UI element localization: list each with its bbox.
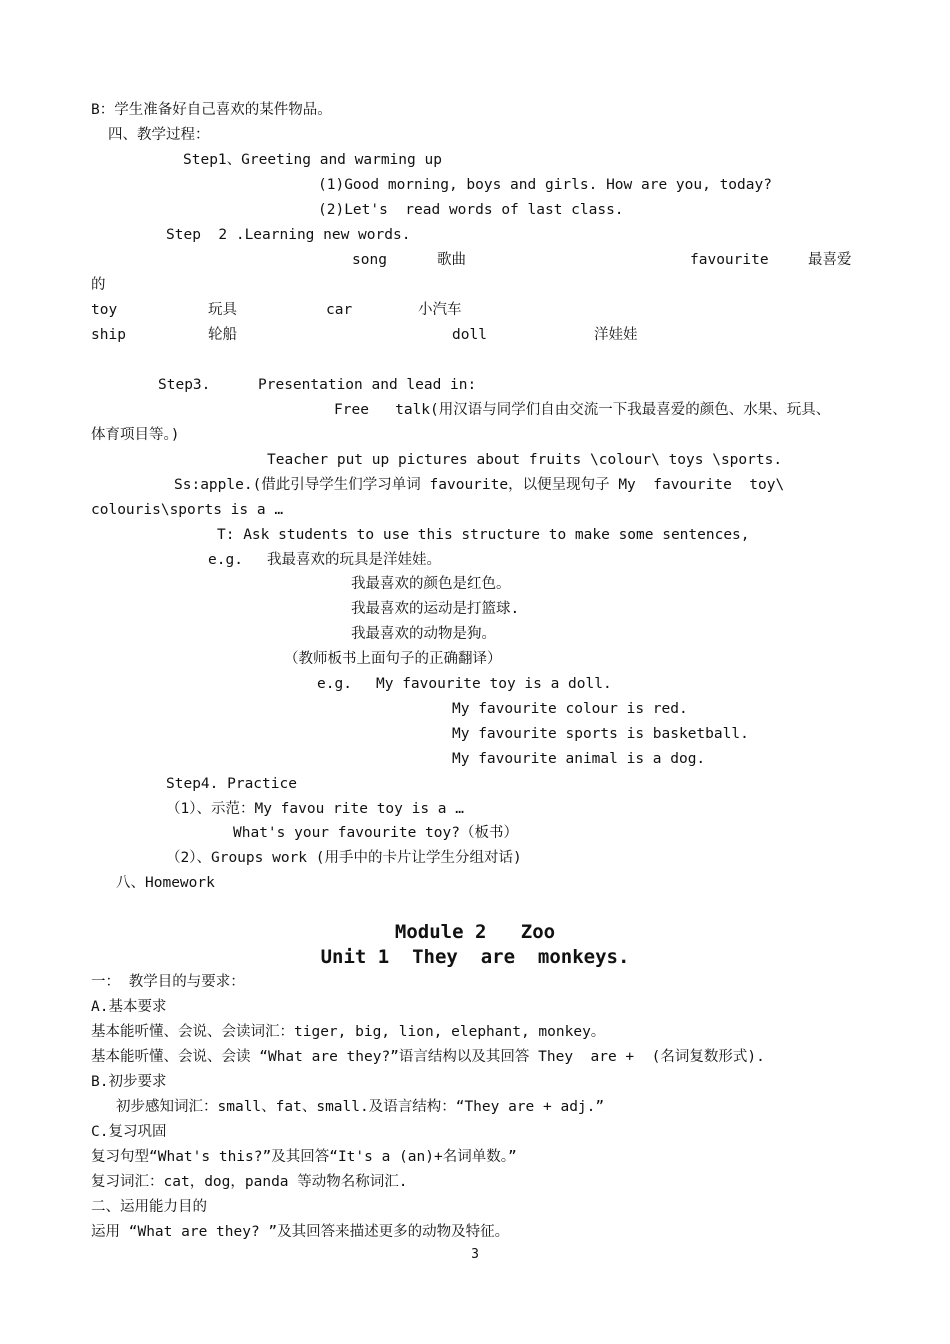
step3-line: colouris\sports is a … [91, 502, 284, 518]
body-line: 基本能听懂、会说、会读 “What are they?”语言结构以及其回答 They are + (名词复数形式). [91, 1049, 765, 1065]
body-line: 基本能听懂、会说、会读词汇：tiger, big, lion, elephant, monkey。 [91, 1024, 606, 1040]
step2-heading: Step 2 .Learning new words. [166, 227, 411, 243]
vocab-word: toy [91, 302, 118, 318]
step4-line: （2）、Groups work (用手中的卡片让学生分组对话) [166, 850, 522, 866]
homework-heading: 八、Homework [116, 875, 215, 891]
prep-line: B：学生准备好自己喜欢的某件物品。 [91, 102, 332, 118]
vocab-meaning: 玩具 [208, 302, 237, 318]
page-number: 3 [471, 1247, 479, 1262]
vocab-meaning-wrap: 的 [91, 277, 106, 293]
example-sentence: 我最喜欢的颜色是红色。 [351, 576, 511, 592]
subsection-heading: B.初步要求 [91, 1074, 167, 1090]
example-sentence: My favourite sports is basketball. [452, 726, 749, 742]
vocab-word: favourite [690, 252, 769, 268]
step3-line: 体育项目等。) [91, 427, 180, 443]
section-heading: 一： 教学目的与要求： [91, 974, 245, 990]
vocab-word: car [326, 302, 353, 318]
step4-line: What's your favourite toy?（板书） [233, 825, 518, 841]
body-line: 复习句型“What's this?”及其回答“It's a (an)+名词单数。” [91, 1149, 517, 1165]
vocab-meaning: 歌曲 [437, 252, 466, 268]
example-label: e.g. [317, 676, 352, 692]
section-heading-process: 四、教学过程： [108, 127, 210, 143]
example-sentence: 我最喜欢的动物是狗。 [351, 626, 496, 642]
step4-heading: Step4. Practice [166, 776, 297, 792]
module-title: Module 2 Zoo [394, 921, 556, 943]
vocab-word: song [352, 252, 387, 268]
vocab-word: ship [91, 327, 126, 343]
example-label: e.g. [208, 552, 243, 568]
section-heading: 二、运用能力目的 [91, 1199, 207, 1215]
subsection-heading: C.复习巩固 [91, 1124, 167, 1140]
step1-heading: Step1、Greeting and warming up [183, 152, 442, 168]
example-sentence: My favourite colour is red. [452, 701, 688, 717]
subsection-heading: A.基本要求 [91, 999, 167, 1015]
step3-line: T: Ask students to use this structure to make some sentences, [217, 527, 750, 543]
step1-line-2: (2)Let's read words of last class. [318, 202, 624, 218]
body-line: 运用 “What are they? ”及其回答来描述更多的动物及特征。 [91, 1224, 510, 1240]
step3-line: Ss:apple.(借此引导学生们学习单词 favourite，以便呈现句子 My favourite toy\ [174, 477, 785, 493]
step3-line: Free talk(用汉语与同学们自由交流一下我最喜爱的颜色、水果、玩具、 [334, 402, 831, 418]
step3-heading: Presentation and lead in: [258, 377, 477, 393]
body-line: 复习词汇：cat，dog，panda 等动物名称词汇. [91, 1174, 408, 1190]
vocab-meaning: 最喜爱 [808, 252, 852, 268]
step3-line: Teacher put up pictures about fruits \colour\ toys \sports. [267, 452, 783, 468]
example-sentence: 我最喜欢的运动是打篮球. [351, 601, 520, 617]
step1-line-1: (1)Good morning, boys and girls. How are you, today? [318, 177, 772, 193]
example-sentence: My favourite animal is a dog. [452, 751, 706, 767]
step4-line: （1）、示范：My favou rite toy is a … [166, 801, 464, 817]
vocab-meaning: 洋娃娃 [594, 327, 638, 343]
vocab-meaning: 轮船 [208, 327, 237, 343]
vocab-meaning: 小汽车 [418, 302, 462, 318]
vocab-word: doll [452, 327, 487, 343]
blackboard-note: （教师板书上面句子的正确翻译） [284, 651, 502, 667]
example-sentence: My favourite toy is a doll. [376, 676, 612, 692]
body-line: 初步感知词汇：small、fat、small.及语言结构：“They are + adj.” [116, 1099, 605, 1115]
step3-label: Step3. [158, 377, 211, 393]
unit-title: Unit 1 They are monkeys. [320, 946, 630, 968]
example-sentence: 我最喜欢的玩具是洋娃娃。 [267, 552, 441, 568]
